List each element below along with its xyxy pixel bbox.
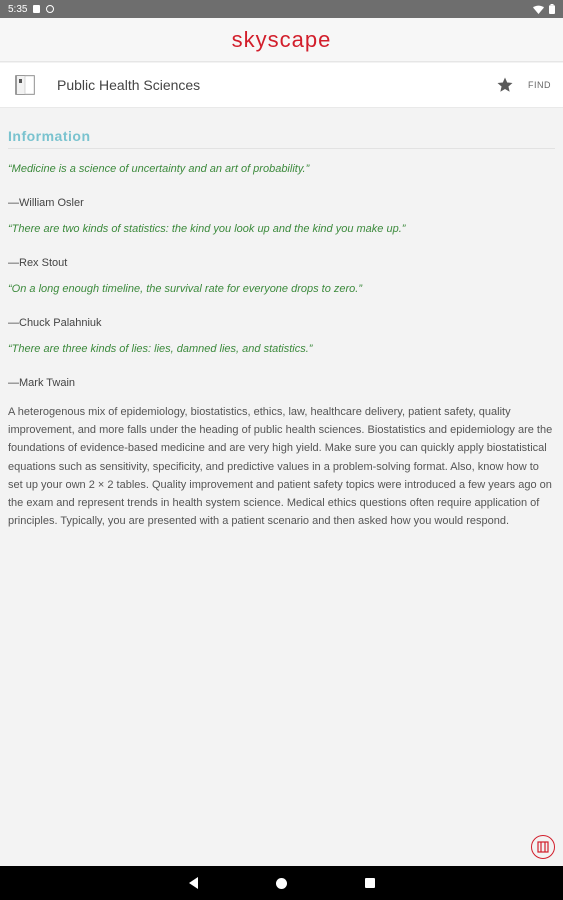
quote-block xyxy=(8,283,555,329)
brand-logo: skyscape xyxy=(231,26,332,52)
quote-text: “There are two kinds of statistics: the kind you look up and the kind you make up.” xyxy=(8,223,406,235)
star-icon[interactable] xyxy=(496,76,514,94)
navigation-bar xyxy=(0,866,563,900)
book-icon[interactable] xyxy=(14,73,38,97)
status-left xyxy=(8,4,54,15)
status-bar xyxy=(0,0,563,18)
content-area xyxy=(0,108,563,866)
title-actions xyxy=(496,76,551,94)
quote-block xyxy=(8,223,555,269)
quote-block xyxy=(8,343,555,389)
back-icon[interactable] xyxy=(189,877,198,889)
quote-text: “Medicine is a science of uncertainty and an art of probability.” xyxy=(8,163,310,175)
recents-icon[interactable] xyxy=(365,878,375,888)
quote-author: —Mark Twain xyxy=(8,377,76,389)
quote-author: —William Osler xyxy=(8,197,84,209)
quote-author: —Chuck Palahniuk xyxy=(8,317,102,329)
body-paragraph: A heterogenous mix of epidemiology, biostatistics, ethics, law, healthcare delivery, patient safety, quality improvement, and more falls under the heading of public health sciences. Biostatistics and epidemiology are the foundations of evidence-based medicine and are very high yield. Make sure you can quickly apply biostatistical equations such as sensitivity, specificity, and predictive values in a problem-solving format. Also, know how to set up your own 2 × 2 tables. Quality improvement and patient safety topics were introduced a few years ago on the exam and represent trends in health system science. Medical ethics questions often require application of principles. Typically, you are presented with a patient scenario and then asked how you would respond. xyxy=(8,406,553,528)
section-heading: Information xyxy=(8,128,555,149)
title-bar xyxy=(0,63,563,108)
quote-block xyxy=(8,163,555,209)
battery-icon xyxy=(549,4,555,14)
info-icon xyxy=(536,840,550,854)
status-right xyxy=(533,4,555,14)
info-fab-button[interactable] xyxy=(531,835,555,859)
wifi-icon xyxy=(533,5,544,14)
sync-icon xyxy=(46,5,54,13)
home-icon[interactable] xyxy=(276,878,287,889)
quote-text: “On a long enough timeline, the survival rate for everyone drops to zero.” xyxy=(8,283,363,295)
app-header xyxy=(0,18,563,62)
find-button[interactable]: FIND xyxy=(528,80,551,90)
quote-author: —Rex Stout xyxy=(8,257,68,269)
sd-card-icon xyxy=(33,5,40,13)
status-time: 5:35 xyxy=(8,3,28,15)
page-title: Public Health Sciences xyxy=(57,77,201,93)
quote-text: “There are three kinds of lies: lies, damned lies, and statistics.” xyxy=(8,343,313,355)
